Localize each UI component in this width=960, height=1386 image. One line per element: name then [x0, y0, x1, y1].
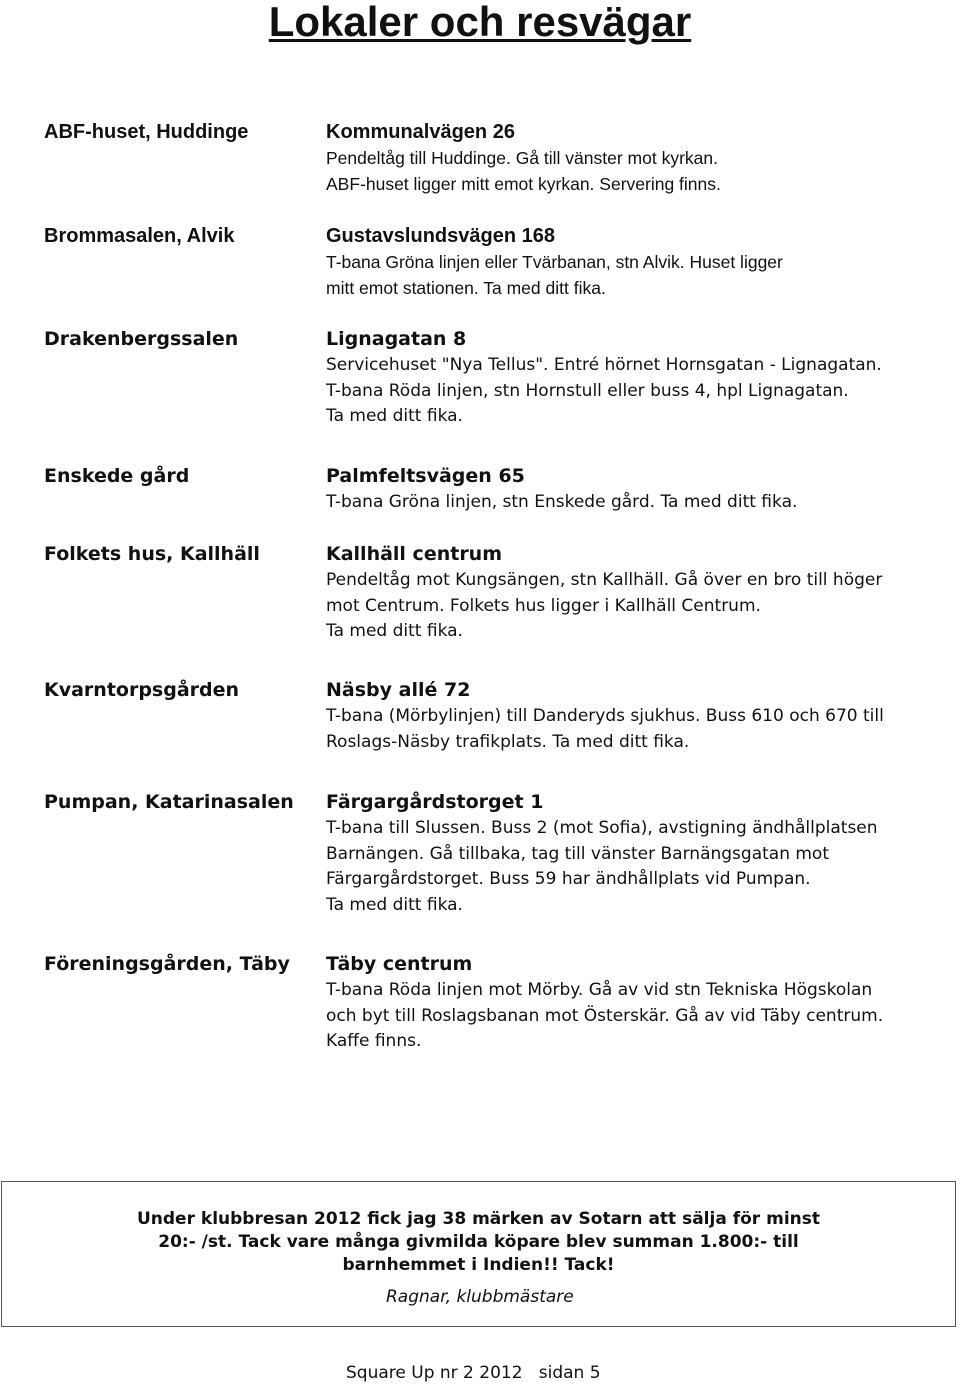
directions-line: Färgargårdstorget. Buss 59 har ändhållplats vid Pumpan. [326, 869, 811, 889]
notice-line: Under klubbresan 2012 fick jag 38 märken av Sotarn att sälja för minst [136, 1209, 820, 1229]
venue-directions [326, 353, 936, 430]
directions-line: T-bana Gröna linjen, stn Enskede gård. Ta med ditt fika. [326, 492, 798, 512]
directions-line: T-bana Röda linjen, stn Hornstull eller buss 4, hpl Lignagatan. [326, 380, 849, 401]
venue-name: Brommasalen, Alvik [44, 225, 235, 247]
page-title: Lokaler och resvägar [268, 0, 692, 45]
directions-line: Ta med ditt fika. [326, 621, 463, 641]
directions-line: T-bana Röda linjen mot Mörby. Gå av vid stn Tekniska Högskolan [326, 980, 873, 1000]
venue-name: Kvarntorpsgården [44, 679, 240, 701]
directions-line: Roslags-Näsby trafikplats. Ta med ditt fika. [326, 731, 690, 752]
directions-line: Ta med ditt fika. [326, 406, 463, 426]
directions-line: och byt till Roslagsbanan mot Österskär. Gå av vid Täby centrum. [326, 1005, 884, 1026]
directions-line: Ta med ditt fika. [326, 894, 463, 915]
directions-line: Pendeltåg till Huddinge. Gå till vänster mot kyrkan. [326, 148, 718, 168]
venue-address: Täby centrum [326, 953, 473, 975]
directions-line: Pendeltåg mot Kungsängen, stn Kallhäll. Gå över en bro till höger [326, 570, 883, 590]
venue-name: Drakenbergssalen [44, 328, 239, 350]
notice-line: barnhemmet i Indien!! Tack! [342, 1255, 615, 1275]
venue-address: Färgargårdstorget 1 [326, 791, 544, 813]
venue-directions [326, 704, 936, 755]
directions-line: Servicehuset "Nya Tellus". Entré hörnet Hornsgatan - Lignagatan. [326, 355, 882, 375]
venue-name: Enskede gård [44, 465, 190, 487]
venue-address: Palmfeltsvägen 65 [326, 465, 525, 487]
venue-address: Gustavslundsvägen 168 [326, 225, 555, 247]
notice-line: 20:- /st. Tack vare många givmilda köpare blev summan 1.800:- till [158, 1232, 799, 1252]
venue-directions [326, 568, 936, 645]
venue-address: Lignagatan 8 [326, 328, 467, 350]
directions-line: T-bana (Mörbylinjen) till Danderyds sjukhus. Buss 610 och 670 till [326, 706, 884, 726]
notice-text [2, 1208, 955, 1277]
venue-directions [326, 250, 936, 301]
venue-address: Kallhäll centrum [326, 543, 503, 565]
directions-line: mot Centrum. Folkets hus ligger i Kallhäll Centrum. [326, 595, 761, 616]
directions-line: ABF-huset ligger mitt emot kyrkan. Servering finns. [326, 173, 721, 194]
venue-name: Föreningsgården, Täby [44, 953, 290, 975]
directions-line: T-bana Gröna linjen eller Tvärbanan, stn Alvik. Huset ligger [326, 252, 783, 272]
venue-name: Pumpan, Katarinasalen [44, 791, 294, 813]
venue-directions [326, 490, 936, 516]
notice-box [1, 1181, 956, 1327]
venue-address: Näsby allé 72 [326, 679, 471, 701]
venue-directions [326, 816, 936, 918]
directions-line: T-bana till Slussen. Buss 2 (mot Sofia), avstigning ändhållplatsen [326, 818, 878, 838]
venue-address: Kommunalvägen 26 [326, 121, 515, 143]
venue-name: ABF-huset, Huddinge [44, 121, 249, 143]
directions-line: Kaffe finns. [326, 1031, 422, 1051]
notice-signature: Ragnar, klubbmästare [386, 1287, 574, 1307]
directions-line: mitt emot stationen. Ta med ditt fika. [326, 277, 606, 298]
venue-directions [326, 146, 936, 197]
page-footer: Square Up nr 2 2012 sidan 5 [346, 1363, 601, 1383]
venue-directions [326, 978, 936, 1055]
venue-name: Folkets hus, Kallhäll [44, 543, 260, 565]
directions-line: Barnängen. Gå tillbaka, tag till vänster Barnängsgatan mot [326, 843, 830, 864]
